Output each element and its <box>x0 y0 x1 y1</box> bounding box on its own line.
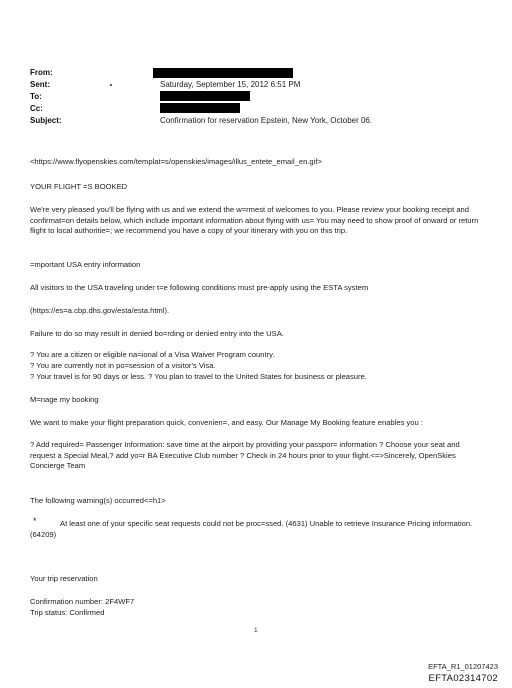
warning-text: At least one of your specific seat requests could not be proc=ssed. (4631) Unable to retrieve Insurance Pricing information. (64209) <box>30 519 473 539</box>
condition-2: ? You are currently not in po=session of a visitor's Visa. <box>30 361 216 370</box>
flight-booked-heading: YOUR FLIGHT =S BOOKED <box>30 182 128 191</box>
warnings-heading: The following warning(s) occurred<=h1> <box>30 496 166 505</box>
redacted-to <box>160 91 250 101</box>
redacted-from <box>153 68 293 78</box>
page-number: 1 <box>254 627 258 634</box>
condition-1: ? You are a citizen or eligible na=ional of a Visa Waiver Program country. <box>30 350 275 359</box>
warning-bullet: * <box>33 516 37 526</box>
image-link: <https://www.flyopenskies.com/templat=s/openskies/images/illus_entete_email_en.gif> <box>30 157 322 166</box>
manage-booking-heading: M=nage my booking <box>30 395 99 404</box>
subject-value: Confirmation for reservation Epstein, New York, October 06. <box>160 116 373 125</box>
from-label: From: <box>30 68 53 77</box>
cc-label: Cc: <box>30 104 43 113</box>
to-label: To: <box>30 92 42 101</box>
manage-intro: We want to make your flight preparation quick, convenien=, and easy. Our Manage My Booking feature enables you : <box>30 418 423 427</box>
footer-ref-2: EFTA02314702 <box>428 673 498 684</box>
manage-items: ? Add required= Passenger Information: save time at the airport by providing your passpor= information ? Choose your seat and request a Special Meal,? add yo=r BA Executive Club number ? Check in 24 hours prior to your flight.<=>Sincerely, OpenSkies Concierge Team <box>30 440 460 471</box>
redacted-cc <box>160 103 240 113</box>
failure-paragraph: Failure to do so may result in denied bo=rding or denied entry into the USA. <box>30 329 284 338</box>
esta-link: (https://es=a.cbp.dhs.gov/esta/esta.html). <box>30 306 170 315</box>
welcome-paragraph: We're very pleased you'll be flying with us and we extend the w=rmest of welcomes to you. Please review your booking receipt and confirmat=on details below, which include important information about flying with us= You may need to show proof of onward or return flight to local authoritie=; we recommend you have a copy of your itinerary with you on this trip. <box>30 205 479 236</box>
footer-ref-1: EFTA_R1_01207423 <box>428 662 498 671</box>
sent-value: Saturday, September 15, 2012 6:51 PM <box>160 80 301 89</box>
trip-reservation-heading: Your trip reservation <box>30 574 98 583</box>
usa-entry-heading: =mportant USA entry information <box>30 260 141 269</box>
trip-status: Trip status: Confirmed <box>30 608 105 617</box>
sent-label: Sent: <box>30 80 50 89</box>
condition-3: ? Your travel is for 90 days or less. ? You plan to travel to the United States for business or pleasure. <box>30 372 367 381</box>
stray-mark <box>110 84 112 86</box>
subject-label: Subject: <box>30 116 62 125</box>
visitors-paragraph: All visitors to the USA traveling under t=e following conditions must pre-apply using the ESTA system <box>30 283 369 292</box>
confirmation-number: Confirmation number: 2F4WF7 <box>30 597 135 606</box>
